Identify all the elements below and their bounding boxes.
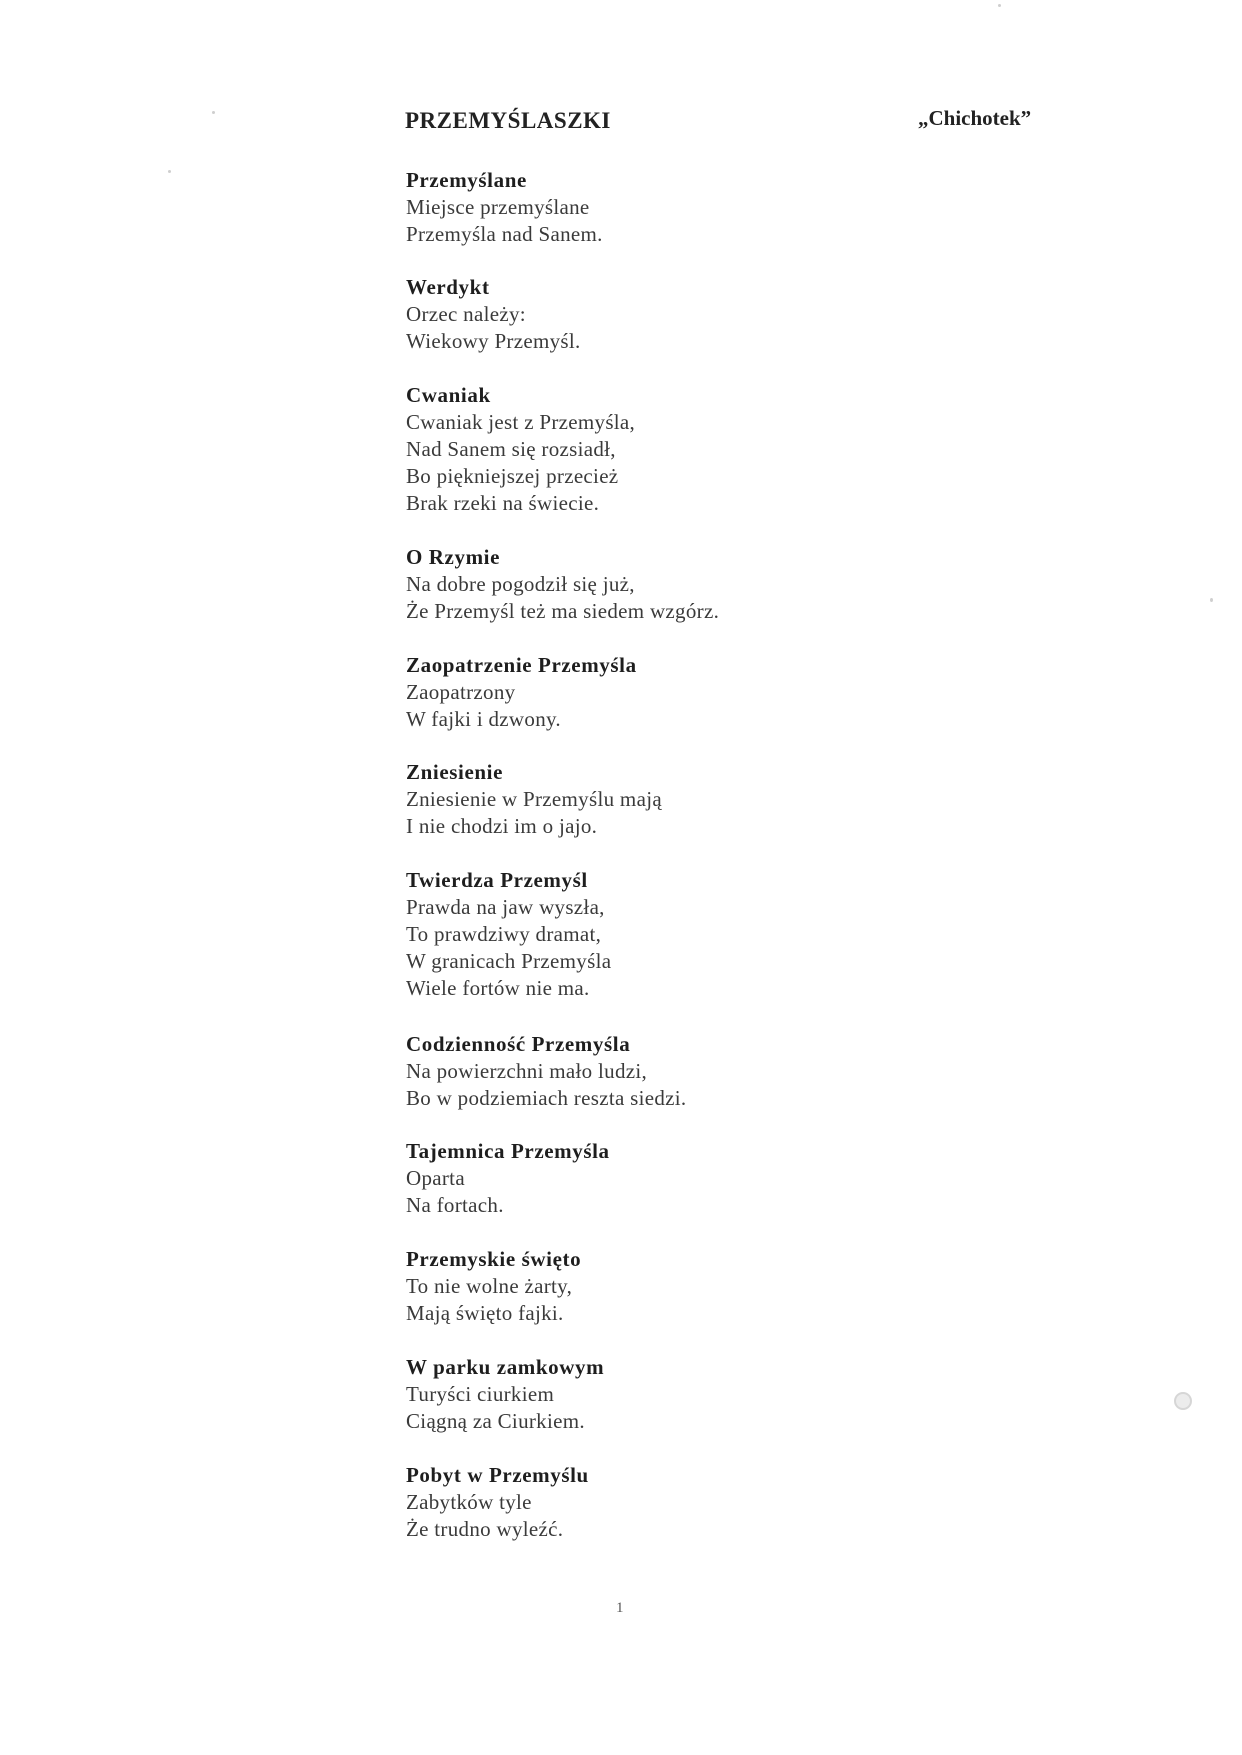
scan-speck (212, 111, 215, 114)
poem-title: W parku zamkowym (406, 1355, 605, 1379)
poem-title: Cwaniak (406, 383, 491, 407)
poem-line: Zniesienie w Przemyślu mają (406, 787, 662, 811)
poem-line: W fajki i dzwony. (406, 707, 561, 731)
poem (406, 867, 611, 1002)
poem-line: W granicach Przemyśla (406, 949, 612, 973)
page-number: 1 (616, 1600, 624, 1616)
poem-line: I nie chodzi im o jajo. (406, 814, 598, 838)
poem-title: Przemyskie święto (406, 1247, 582, 1271)
poem-line: To nie wolne żarty, (406, 1274, 573, 1298)
poem (406, 274, 581, 355)
poem-title: O Rzymie (406, 545, 501, 569)
poem-title: Twierdza Przemyśl (406, 868, 588, 892)
document-title: PRZEMYŚLASZKI (405, 108, 611, 133)
poem-line: Oparta (406, 1166, 465, 1190)
poem-line: Cwaniak jest z Przemyśla, (406, 410, 636, 434)
poem (406, 759, 662, 840)
poem (406, 382, 635, 517)
scan-speck (998, 4, 1001, 7)
poem-line: Przemyśla nad Sanem. (406, 222, 603, 246)
scan-smudge (1174, 1392, 1192, 1410)
poem-line: To prawdziwy dramat, (406, 922, 602, 946)
poem (406, 1462, 589, 1543)
poem-line: Ciągną za Ciurkiem. (406, 1409, 585, 1433)
poem (406, 1246, 581, 1327)
poem-title: Codzienność Przemyśla (406, 1032, 631, 1056)
poem-title: Zaopatrzenie Przemyśla (406, 653, 637, 677)
poem (406, 167, 603, 248)
poem-title: Przemyślane (406, 168, 527, 192)
poem (406, 1354, 604, 1435)
poem (406, 652, 637, 733)
poem-line: Miejsce przemyślane (406, 195, 590, 219)
poem-line: Że Przemyśl też ma siedem wzgórz. (406, 599, 720, 623)
poem-line: Zabytków tyle (406, 1490, 532, 1514)
scan-speck (168, 170, 171, 173)
poem-line: Turyści ciurkiem (406, 1382, 555, 1406)
author-pseudonym: „Chichotek” (918, 106, 1032, 130)
poem (406, 1031, 686, 1112)
poem-title: Pobyt w Przemyślu (406, 1463, 589, 1487)
poem (406, 544, 719, 625)
poem-title: Zniesienie (406, 760, 504, 784)
poem-line: Na powierzchni mało ludzi, (406, 1059, 648, 1083)
poem-line: Nad Sanem się rozsiadł, (406, 437, 616, 461)
poem-line: Że trudno wyleźć. (406, 1517, 564, 1541)
poem-line: Na fortach. (406, 1193, 504, 1217)
poem-line: Wiele fortów nie ma. (406, 976, 590, 1000)
poem-line: Wiekowy Przemyśl. (406, 329, 581, 353)
poem (406, 1138, 610, 1219)
poem-line: Brak rzeki na świecie. (406, 491, 600, 515)
poem-line: Bo piękniejszej przecież (406, 464, 619, 488)
scan-speck (1210, 598, 1213, 602)
poem-line: Mają święto fajki. (406, 1301, 564, 1325)
poem-line: Zaopatrzony (406, 680, 516, 704)
poem-title: Tajemnica Przemyśla (406, 1139, 610, 1163)
poem-line: Na dobre pogodził się już, (406, 572, 635, 596)
poem-line: Prawda na jaw wyszła, (406, 895, 605, 919)
poem-title: Werdykt (406, 275, 490, 299)
poem-line: Orzec należy: (406, 302, 526, 326)
poem-line: Bo w podziemiach reszta siedzi. (406, 1086, 687, 1110)
